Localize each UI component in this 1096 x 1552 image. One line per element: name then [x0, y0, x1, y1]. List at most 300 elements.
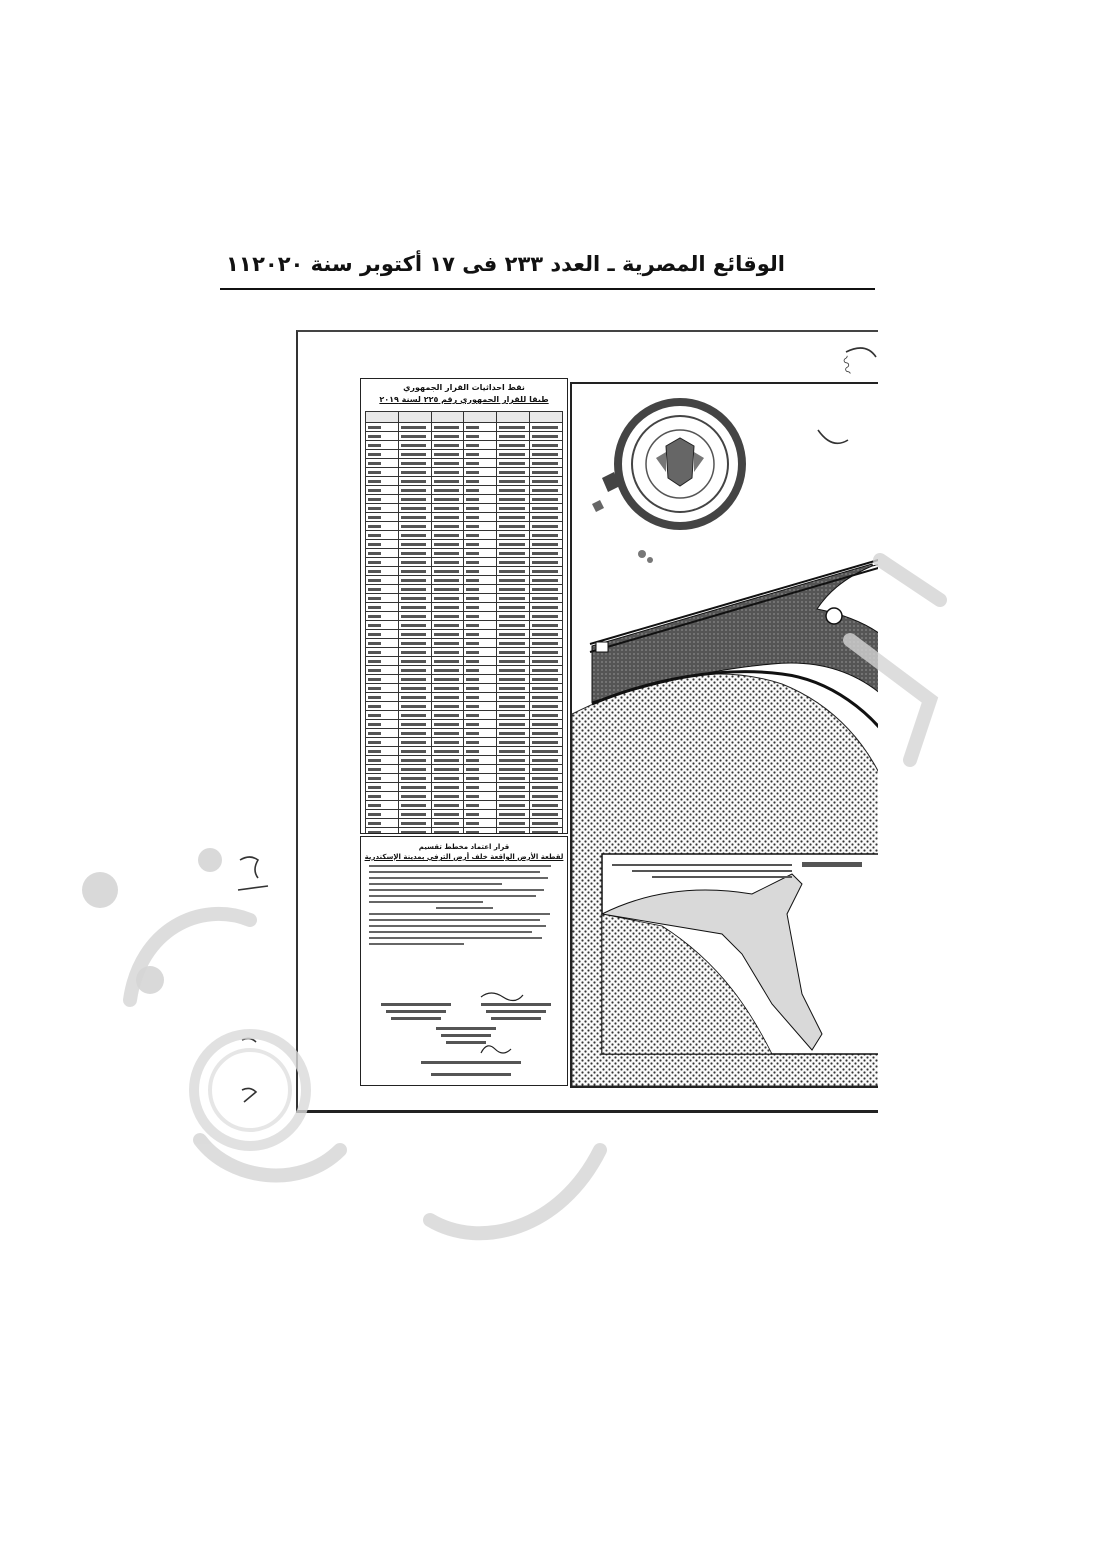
table-cell [398, 531, 431, 540]
table-cell [464, 486, 497, 495]
table-cell [464, 477, 497, 486]
table-cell [497, 549, 530, 558]
table-cell [497, 459, 530, 468]
table-cell [431, 531, 464, 540]
table-cell [497, 657, 530, 666]
table-cell [530, 585, 563, 594]
table-cell [398, 603, 431, 612]
table-cell [464, 657, 497, 666]
table-cell [398, 576, 431, 585]
table-cell [431, 459, 464, 468]
table-cell [530, 540, 563, 549]
table-cell [398, 630, 431, 639]
table-row [366, 468, 563, 477]
table-header-row [366, 412, 563, 423]
table-cell [497, 675, 530, 684]
table-cell [497, 432, 530, 441]
table-cell [366, 513, 399, 522]
table-cell [497, 576, 530, 585]
table-cell [464, 720, 497, 729]
table-cell [464, 693, 497, 702]
table-row [366, 738, 563, 747]
table-cell [366, 531, 399, 540]
table-cell [464, 828, 497, 835]
table-cell [398, 684, 431, 693]
table-cell [497, 711, 530, 720]
table-cell [497, 594, 530, 603]
table-row [366, 720, 563, 729]
table-cell [464, 765, 497, 774]
table-cell [497, 729, 530, 738]
table-cell [366, 603, 399, 612]
table-cell [464, 810, 497, 819]
table-cell [431, 585, 464, 594]
table-cell [431, 576, 464, 585]
table-cell [431, 702, 464, 711]
table-cell [366, 639, 399, 648]
table-cell [398, 801, 431, 810]
table-cell [398, 621, 431, 630]
table-cell [431, 504, 464, 513]
table-cell [366, 702, 399, 711]
table-cell [431, 774, 464, 783]
table-cell [366, 549, 399, 558]
table-cell [530, 747, 563, 756]
page-header [220, 248, 875, 290]
table-cell [497, 477, 530, 486]
table-cell [398, 450, 431, 459]
page-number: ١١ [226, 252, 252, 276]
table-cell [530, 549, 563, 558]
table-cell [530, 693, 563, 702]
table-cell [464, 495, 497, 504]
coordinates-table-panel [360, 378, 568, 834]
table-cell [464, 747, 497, 756]
table-cell [464, 540, 497, 549]
table-cell [431, 675, 464, 684]
table-cell [431, 693, 464, 702]
table-cell [464, 441, 497, 450]
table-cell [497, 774, 530, 783]
table-cell [431, 450, 464, 459]
table-cell [398, 423, 431, 432]
table-cell [497, 639, 530, 648]
table-cell [366, 765, 399, 774]
table-row [366, 441, 563, 450]
table-cell [366, 594, 399, 603]
table-cell [530, 765, 563, 774]
official-seal [618, 402, 742, 526]
table-cell [366, 432, 399, 441]
table-cell [530, 522, 563, 531]
table-cell [464, 675, 497, 684]
table-row [366, 495, 563, 504]
table-cell [398, 675, 431, 684]
table-cell [366, 630, 399, 639]
table-cell [431, 558, 464, 567]
table-row [366, 540, 563, 549]
table-cell [366, 684, 399, 693]
table-cell [497, 540, 530, 549]
table-cell [431, 549, 464, 558]
table-cell [530, 504, 563, 513]
table-cell [530, 612, 563, 621]
table-header-cell [398, 412, 431, 423]
table-cell [497, 828, 530, 835]
inset-key-map [602, 854, 878, 1054]
table-cell [431, 432, 464, 441]
table-row [366, 756, 563, 765]
table-cell [497, 693, 530, 702]
table-cell [431, 792, 464, 801]
table-cell [464, 684, 497, 693]
table-cell [464, 630, 497, 639]
table-cell [398, 819, 431, 828]
table-cell [497, 720, 530, 729]
table-cell [398, 657, 431, 666]
table-cell [398, 513, 431, 522]
table-cell [398, 522, 431, 531]
table-cell [497, 585, 530, 594]
table-cell [497, 738, 530, 747]
table-cell [398, 558, 431, 567]
table-row [366, 567, 563, 576]
table-row [366, 459, 563, 468]
table-row [366, 747, 563, 756]
table-cell [497, 441, 530, 450]
table-cell [398, 459, 431, 468]
table-header-cell [497, 412, 530, 423]
scanned-map-sheet [296, 330, 878, 1113]
table-cell [530, 639, 563, 648]
table-cell [431, 486, 464, 495]
table-cell [464, 513, 497, 522]
table-cell [530, 828, 563, 835]
table-row [366, 765, 563, 774]
handwritten-annotation: 〰 [833, 354, 858, 376]
table-cell [464, 603, 497, 612]
table-cell [464, 450, 497, 459]
table-cell [431, 648, 464, 657]
table-cell [497, 612, 530, 621]
table-row [366, 729, 563, 738]
table-cell [366, 801, 399, 810]
table-cell [398, 585, 431, 594]
table-cell [398, 765, 431, 774]
table-cell [431, 783, 464, 792]
table-row [366, 774, 563, 783]
table-cell [366, 657, 399, 666]
table-cell [398, 594, 431, 603]
table-cell [431, 711, 464, 720]
table-cell [464, 756, 497, 765]
table-cell [464, 819, 497, 828]
table-cell [530, 756, 563, 765]
table-cell [530, 567, 563, 576]
table-cell [530, 630, 563, 639]
table-cell [398, 792, 431, 801]
table-cell [530, 477, 563, 486]
table-row [366, 801, 563, 810]
table-cell [497, 531, 530, 540]
table-header-cell [366, 412, 399, 423]
table-cell [398, 756, 431, 765]
table-cell [497, 801, 530, 810]
table-cell [431, 540, 464, 549]
decree-signatures [361, 837, 567, 1085]
table-cell [366, 540, 399, 549]
table-cell [431, 819, 464, 828]
table-cell [366, 810, 399, 819]
table-cell [366, 450, 399, 459]
table-cell [431, 441, 464, 450]
table-cell [366, 675, 399, 684]
table-row [366, 693, 563, 702]
table-cell [530, 657, 563, 666]
table-cell [530, 495, 563, 504]
table-cell [366, 612, 399, 621]
table-cell [497, 495, 530, 504]
table-cell [431, 684, 464, 693]
table-cell [398, 729, 431, 738]
table-row [366, 648, 563, 657]
table-cell [366, 621, 399, 630]
table-row [366, 702, 563, 711]
table-cell [530, 531, 563, 540]
table-cell [464, 468, 497, 477]
table-cell [366, 792, 399, 801]
table-cell [366, 558, 399, 567]
table-cell [530, 486, 563, 495]
table-cell [464, 549, 497, 558]
table-cell [431, 630, 464, 639]
table-cell [366, 648, 399, 657]
table-cell [431, 621, 464, 630]
table-cell [366, 729, 399, 738]
table-cell [497, 423, 530, 432]
table-row [366, 513, 563, 522]
table-cell [530, 720, 563, 729]
table-cell [530, 423, 563, 432]
coordinates-table-title: نقط احداثيات القرار الجمهوري [403, 383, 525, 392]
table-cell [398, 648, 431, 657]
table-row [366, 612, 563, 621]
table-cell [530, 441, 563, 450]
table-cell [530, 648, 563, 657]
site-map-drawing [572, 384, 878, 1086]
table-header-cell [530, 412, 563, 423]
table-cell [431, 477, 464, 486]
table-cell [464, 432, 497, 441]
table-row [366, 666, 563, 675]
table-cell [464, 585, 497, 594]
table-row [366, 585, 563, 594]
table-cell [530, 576, 563, 585]
table-cell [398, 612, 431, 621]
table-cell [398, 549, 431, 558]
table-cell [398, 720, 431, 729]
table-cell [398, 441, 431, 450]
table-cell [398, 693, 431, 702]
table-cell [398, 666, 431, 675]
table-cell [497, 819, 530, 828]
table-cell [497, 648, 530, 657]
table-cell [398, 477, 431, 486]
table-cell [497, 513, 530, 522]
table-cell [431, 729, 464, 738]
table-row [366, 783, 563, 792]
table-row [366, 792, 563, 801]
table-cell [464, 639, 497, 648]
table-cell [398, 774, 431, 783]
table-cell [431, 801, 464, 810]
table-row [366, 675, 563, 684]
table-header-cell [431, 412, 464, 423]
decree-approval-panel [360, 836, 568, 1086]
table-row [366, 576, 563, 585]
table-cell [497, 666, 530, 675]
table-cell [398, 432, 431, 441]
table-cell [530, 810, 563, 819]
table-cell [366, 486, 399, 495]
table-cell [366, 423, 399, 432]
table-cell [464, 504, 497, 513]
table-cell [398, 504, 431, 513]
table-row [366, 549, 563, 558]
table-row [366, 657, 563, 666]
table-cell [431, 567, 464, 576]
table-row [366, 432, 563, 441]
table-cell [530, 513, 563, 522]
table-cell [530, 702, 563, 711]
table-cell [464, 702, 497, 711]
table-cell [497, 747, 530, 756]
table-cell [431, 666, 464, 675]
table-cell [431, 810, 464, 819]
table-cell [366, 774, 399, 783]
table-cell [366, 576, 399, 585]
decree-title: قرار اعتماد مخطط تقسيم [418, 843, 510, 851]
table-cell [497, 702, 530, 711]
table-cell [366, 738, 399, 747]
table-cell [530, 819, 563, 828]
table-cell [497, 522, 530, 531]
table-cell [497, 684, 530, 693]
table-cell [464, 558, 497, 567]
table-cell [366, 468, 399, 477]
table-cell [497, 765, 530, 774]
table-row [366, 450, 563, 459]
table-cell [530, 774, 563, 783]
table-row [366, 711, 563, 720]
table-cell [530, 558, 563, 567]
table-cell [530, 432, 563, 441]
table-cell [464, 738, 497, 747]
table-cell [398, 486, 431, 495]
table-cell [398, 783, 431, 792]
table-cell [530, 792, 563, 801]
table-cell [464, 792, 497, 801]
table-row [366, 621, 563, 630]
table-cell [366, 585, 399, 594]
table-cell [530, 711, 563, 720]
table-cell [464, 621, 497, 630]
table-cell [530, 738, 563, 747]
coordinates-table [365, 411, 563, 834]
table-cell [431, 513, 464, 522]
table-cell [398, 711, 431, 720]
table-row [366, 594, 563, 603]
table-cell [431, 603, 464, 612]
table-cell [431, 594, 464, 603]
table-cell [398, 738, 431, 747]
table-cell [398, 639, 431, 648]
table-cell [366, 522, 399, 531]
table-cell [431, 612, 464, 621]
table-cell [431, 720, 464, 729]
table-cell [366, 666, 399, 675]
table-cell [366, 441, 399, 450]
table-cell [431, 423, 464, 432]
table-cell [464, 711, 497, 720]
table-cell [464, 594, 497, 603]
table-cell [530, 801, 563, 810]
table-row [366, 828, 563, 835]
table-cell [530, 594, 563, 603]
table-cell [497, 792, 530, 801]
table-cell [530, 684, 563, 693]
table-cell [530, 621, 563, 630]
table-cell [366, 720, 399, 729]
table-cell [366, 693, 399, 702]
table-cell [431, 495, 464, 504]
table-cell [464, 783, 497, 792]
table-cell [398, 468, 431, 477]
table-cell [366, 828, 399, 835]
gazette-title: الوقائع المصرية ـ العدد ٢٣٣ فى ١٧ أكتوبر سنة ٢٠٢٠ [252, 252, 785, 276]
table-cell [398, 495, 431, 504]
table-cell [464, 576, 497, 585]
table-cell [431, 747, 464, 756]
table-cell [497, 558, 530, 567]
table-cell [366, 477, 399, 486]
table-row [366, 486, 563, 495]
table-cell [530, 729, 563, 738]
table-cell [464, 774, 497, 783]
table-cell [366, 711, 399, 720]
table-row [366, 423, 563, 432]
table-cell [431, 639, 464, 648]
table-cell [464, 522, 497, 531]
table-row [366, 630, 563, 639]
table-cell [431, 828, 464, 835]
table-cell [497, 468, 530, 477]
table-row [366, 558, 563, 567]
table-cell [366, 495, 399, 504]
table-cell [464, 612, 497, 621]
coordinates-table-body [366, 423, 563, 835]
table-cell [431, 657, 464, 666]
table-cell [464, 531, 497, 540]
table-row [366, 504, 563, 513]
table-cell [431, 738, 464, 747]
table-cell [431, 756, 464, 765]
table-row [366, 477, 563, 486]
table-cell [398, 567, 431, 576]
table-cell [464, 729, 497, 738]
table-cell [464, 666, 497, 675]
table-cell [366, 756, 399, 765]
